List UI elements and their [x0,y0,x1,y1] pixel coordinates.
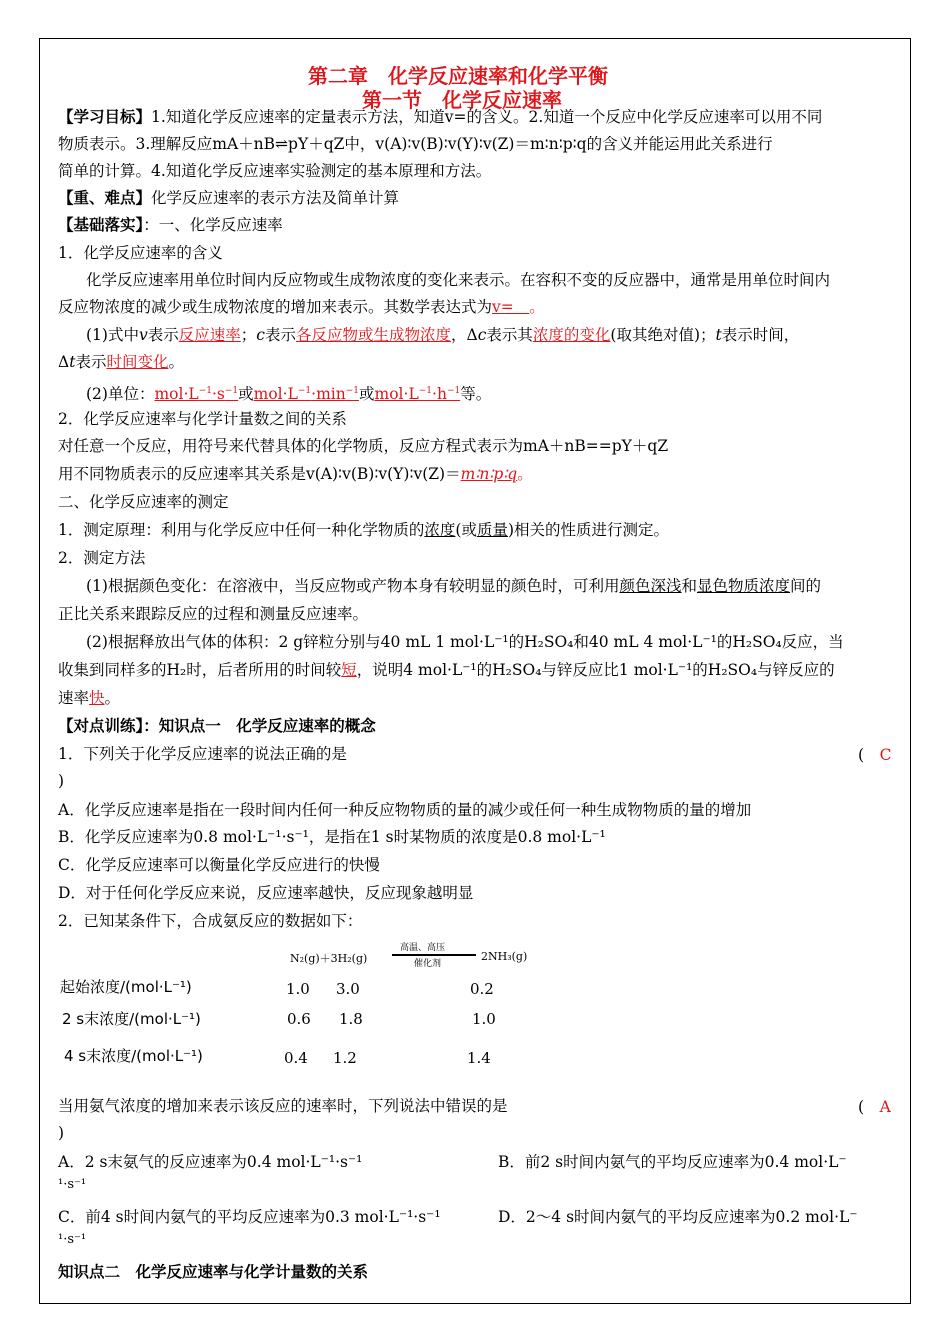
knowledge-point-2-heading: 知识点二 化学反应速率与化学计量数的关系 [58,1263,369,1281]
s1-paragraph-3: (1)式中v表示反应速率；c表示各反应物或生成物浓度，Δc表示其浓度的变化(取其绝对值)；t表示时间， [86,326,800,344]
learning-goals-line-3: 简单的计算。4.知道化学反应速率实验测定的基本原理和方法。 [58,162,492,180]
q1-paren-close: ) [58,772,65,790]
unit-per-hour: $mol\cdot L^{-1}\cdot h^{-1}$ [374,385,461,403]
row-initial-nh3: 0.2 [470,980,494,998]
s1-paragraph-4: Δt表示时间变化。 [58,353,184,371]
row-initial-n2: 1.0 [286,980,310,998]
row-4s-nh3: 1.4 [467,1049,491,1067]
blank-time-change: 时间变化 [106,353,169,371]
q2-paren-close: ) [58,1124,65,1142]
s3-line-7: 速率快。 [58,689,121,707]
q1-stem: 1．下列关于化学反应速率的说法正确的是 [58,745,347,763]
q2-option-b-cont: ¹·s⁻¹ [58,1177,87,1192]
q2-question: 当用氨气浓度的增加来表示该反应的速率时，下列说法中错误的是 [58,1097,508,1115]
basics-line: 【基础落实】：一、化学反应速率 [58,216,283,234]
q1-option-d: D．对于任何化学反应来说，反应速率越快，反应现象越明显 [58,884,474,902]
s3-line-3: (1)根据颜色变化：在溶液中，当反应物或产物本身有较明显的颜色时，可利用颜色深浅和显色物质浓度间的 [86,577,822,595]
equation-right: 2NH₃(g) [481,950,528,963]
blank-short: 短 [341,661,357,679]
blank-concentration: 各反应物或生成物浓度 [295,326,451,344]
q1-option-a: A．化学反应速率是指在一段时间内任何一种反应物物质的量的减少或任何一种生成物物质的量的增加 [58,801,752,819]
q2-option-d: D．2～4 s时间内氨气的平均反应速率为0.2 mol·L⁻ [498,1208,858,1226]
q1-option-b: B．化学反应速率为0.8 mol·L⁻¹·s⁻¹，是指在1 s时某物质的浓度是0.8 mol·L⁻¹ [58,828,606,846]
q2-option-b: B．前2 s时间内氨气的平均反应速率为0.4 mol·L⁻ [498,1153,847,1171]
row-initial-label: 起始浓度/(mol·L⁻¹) [60,978,192,996]
row-2s-label: 2 s末浓度/(mol·L⁻¹) [62,1010,201,1028]
row-initial-h2: 3.0 [336,980,360,998]
q2-option-a: A．2 s末氨气的反应速率为0.4 mol·L⁻¹·s⁻¹ [58,1153,363,1171]
row-4s-label: 4 s末浓度/(mol·L⁻¹) [64,1047,203,1065]
s3-line-5: (2)根据释放出气体的体积：2 g锌粒分别与40 mL 1 mol·L⁻¹的H₂SO₄和40 mL 4 mol·L⁻¹的H₂SO₄反应，当 [86,633,844,651]
chapter-title: 第二章 化学反应速率和化学平衡 [308,64,608,88]
s2-line-1: 对任意一个反应，用符号来代替具体的化学物质，反应方程式表示为mA＋nB==pY＋qZ [58,437,669,455]
section-title: 第一节 化学反应速率 [362,88,562,112]
q2-option-c: C．前4 s时间内氨气的平均反应速率为0.3 mol·L⁻¹·s⁻¹ [58,1208,441,1226]
practice-heading: 【对点训练】：知识点一 化学反应速率的概念 [58,717,376,735]
unit-per-minute: $mol\cdot L^{-1}\cdot\min^{-1}$ [253,385,360,403]
learning-goals-label: 【学习目标】 [58,108,152,126]
blank-reaction-rate: 反应速率 [178,326,241,344]
learning-goals-line-1: 【学习目标】1.知道化学反应速率的定量表示方法，知道v=的含义。2.知道一个反应中化学反应速率可以用不同 [58,108,823,126]
s3-line-6: 收集到同样多的H₂时，后者所用的时间较短，说明4 mol·L⁻¹的H₂SO₄与锌反应比1 mol·L⁻¹的H₂SO₄与锌反应的 [58,661,835,679]
key-points-line: 【重、难点】化学反应速率的表示方法及简单计算 [58,189,400,207]
s1-paragraph-2: 反应物浓度的减少或生成物浓度的增加来表示。其数学表达式为v= 。 [58,298,545,316]
row-2s-nh3: 1.0 [472,1010,496,1028]
s3-line-2: 2．测定方法 [58,549,146,567]
s2-line-2: 用不同物质表示的反应速率其关系是v(A)∶v(B)∶v(Y)∶v(Z)＝m∶n∶p∶q。 [58,465,533,483]
q2-answer-bracket: ( A [858,1098,891,1116]
row-4s-h2: 1.2 [333,1049,357,1067]
s3-heading: 二、化学反应速率的测定 [58,493,229,511]
row-4s-n2: 0.4 [284,1049,308,1067]
equation-condition-top: 高温、高压 [400,943,446,953]
s2-heading: 2．化学反应速率与化学计量数之间的关系 [58,410,347,428]
s1-units-line: (2)单位：$mol\cdot L^{-1}\cdot s^{-1}$或$mol\cdot L^{-1}\cdot\min^{-1}$或$mol\cdot L^{-1}\cdot h^{-1}$等。 [86,385,492,403]
q2-option-d-cont: ¹·s⁻¹ [58,1232,87,1247]
s1-heading: 1．化学反应速率的含义 [58,244,223,262]
row-2s-n2: 0.6 [287,1010,311,1028]
key-points-label: 【重、难点】 [58,189,152,207]
equation-left: N₂(g)＋3H₂(g) [290,952,368,965]
blank-fast: 快 [89,689,105,707]
q1-answer-bracket: ( C [858,746,892,764]
learning-goals-line-2: 物质表示。3.理解反应mA＋nB⇌pY＋qZ中，v(A)∶v(B)∶v(Y)∶v(Z)＝m∶n∶p∶q的含义并能运用此关系进行 [58,135,773,153]
q1-answer: C [879,746,892,764]
blank-ratio: m∶n∶p∶q [460,465,518,483]
blank-concentration-change: 浓度的变化 [532,326,611,344]
formula-blank: v= [492,298,530,316]
q1-option-c: C．化学反应速率可以衡量化学反应进行的快慢 [58,856,380,874]
q2-answer: A [879,1098,891,1116]
q2-stem: 2．已知某条件下，合成氨反应的数据如下： [58,912,363,930]
s1-paragraph-1: 化学反应速率用单位时间内反应物或生成物浓度的变化来表示。在容积不变的反应器中，通常是用单位时间内 [86,271,831,289]
s3-line-4: 正比关系来跟踪反应的过程和测量反应速率。 [58,605,369,623]
row-2s-h2: 1.8 [339,1010,363,1028]
unit-per-second: $mol\cdot L^{-1}\cdot s^{-1}$ [154,385,239,403]
basics-label: 【基础落实】 [58,216,144,234]
s3-line-1: 1．测定原理：利用与化学反应中任何一种化学物质的浓度(或质量)相关的性质进行测定。 [58,521,670,539]
equation-condition-bottom: 催化剂 [414,959,442,969]
